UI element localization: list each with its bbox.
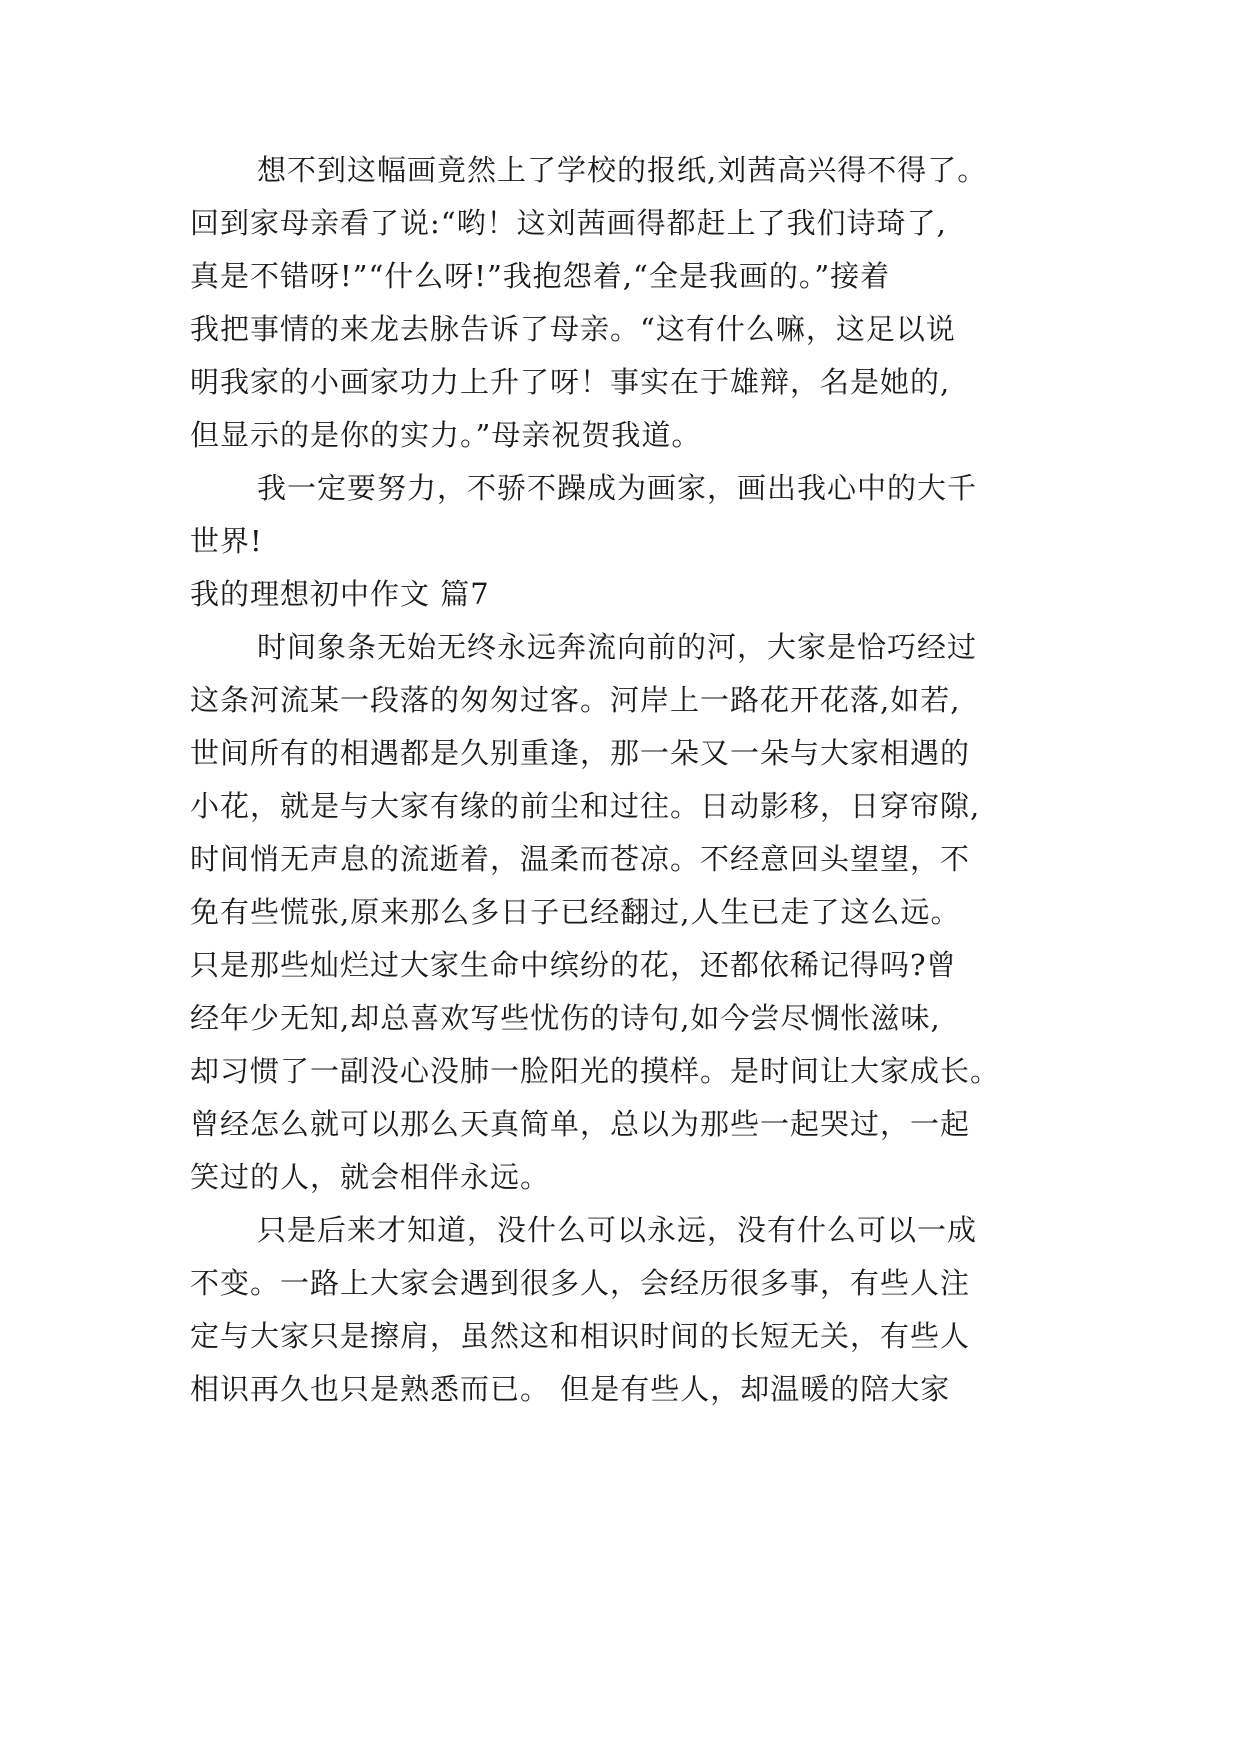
paragraph-line: 只是那些灿烂过大家生命中缤纷的花，还都依稀记得吗?曾: [190, 948, 957, 982]
paragraph-line: 定与大家只是擦肩，虽然这和相识时间的长短无关，有些人: [190, 1319, 971, 1353]
paragraph-line: 笑过的人，就会相伴永远。: [190, 1160, 551, 1194]
paragraph-line: 世间所有的相遇都是久别重逢，那一朵又一朵与大家相遇的: [190, 736, 971, 770]
paragraph-line: 回到家母亲看了说:“哟！这刘茜画得都赶上了我们诗琦了,: [190, 206, 947, 240]
paragraph-line: 世界!: [190, 524, 263, 558]
paragraph-line: 只是后来才知道，没什么可以永远，没有什么可以一成: [257, 1213, 978, 1247]
paragraph-line: 我一定要努力，不骄不躁成为画家，画出我心中的大千: [257, 471, 978, 505]
paragraph-line: 想不到这幅画竟然上了学校的报纸,刘茜高兴得不得了。: [257, 153, 988, 187]
paragraph-line: 我把事情的来龙去脉告诉了母亲。“这有什么嘛，这足以说: [190, 312, 956, 346]
paragraph-line: 时间象条无始无终永远奔流向前的河，大家是恰巧经过: [257, 630, 978, 664]
paragraph-line: 小花，就是与大家有缘的前尘和过往。日动影移，日穿帘隙,: [190, 789, 981, 823]
paragraph-line: 却习惯了一副没心没肺一脸阳光的摸样。是时间让大家成长。: [190, 1054, 1001, 1088]
paragraph-line: 经年少无知,却总喜欢写些忧伤的诗句,如今尝尽惆怅滋味,: [190, 1001, 941, 1035]
paragraph-line: 明我家的小画家功力上升了呀！事实在于雄辩，名是她的,: [190, 365, 951, 399]
paragraph-line: 相识再久也只是熟悉而已。 但是有些人，却温暖的陪大家: [190, 1372, 951, 1406]
paragraph-line: 曾经怎么就可以那么天真简单，总以为那些一起哭过，一起: [190, 1107, 971, 1141]
paragraph-line: 但显示的是你的实力。”母亲祝贺我道。: [190, 418, 702, 452]
paragraph-line: 免有些慌张,原来那么多日子已经翻过,人生已走了这么远。: [190, 895, 961, 929]
paragraph-line: 真是不错呀!”“什么呀!”我抱怨着,“全是我画的。”接着: [190, 259, 891, 293]
section-heading: 我的理想初中作文 篇7: [190, 577, 490, 611]
paragraph-line: 不变。一路上大家会遇到很多人，会经历很多事，有些人注: [190, 1266, 971, 1300]
paragraph-line: 这条河流某一段落的匆匆过客。河岸上一路花开花落,如若,: [190, 683, 961, 717]
paragraph-line: 时间悄无声息的流逝着，温柔而苍凉。不经意回头望望，不: [190, 842, 971, 876]
